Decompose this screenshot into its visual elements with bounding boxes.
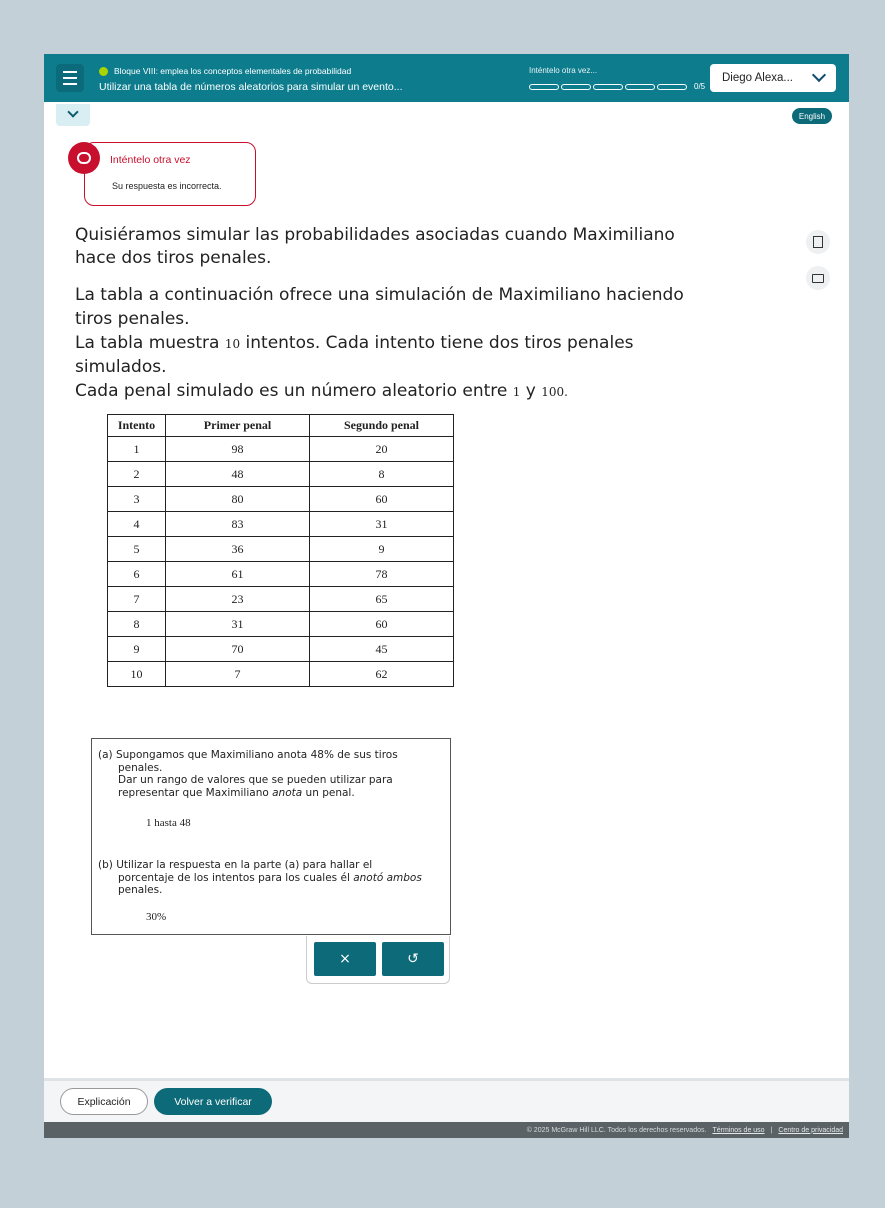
calculator-icon[interactable] (806, 230, 830, 254)
column-header: Segundo penal (310, 415, 454, 437)
copyright-text: © 2025 McGraw Hill LLC. Todos los derechos reservados. (526, 1126, 707, 1134)
problem-text-line (75, 332, 775, 356)
table-cell: 7 (108, 587, 166, 612)
table-cell: 6 (108, 562, 166, 587)
table-cell: 8 (310, 462, 454, 487)
privacy-link[interactable]: Centro de privacidad (778, 1126, 843, 1134)
problem-text-line (75, 380, 775, 404)
collapse-header-button[interactable] (56, 104, 90, 126)
progress-segment (561, 84, 591, 90)
problem-text-line: tiros penales. (75, 309, 190, 329)
table-row (108, 587, 454, 612)
table-cell: 8 (108, 612, 166, 637)
table-cell: 9 (310, 537, 454, 562)
feedback-title: Inténtelo otra vez (110, 154, 191, 166)
table-cell: 31 (166, 612, 310, 637)
table-row (108, 662, 454, 687)
text-fragment: Dar un rango de valores que se pueden utilizar para (118, 774, 393, 786)
text-fragment: La tabla muestra (75, 333, 225, 353)
table-cell: 65 (310, 587, 454, 612)
table-cell: 9 (108, 637, 166, 662)
text-fragment: Supongamos que Maximiliano anota 48% de sus tiros (115, 749, 398, 761)
math-number: 1 (512, 385, 521, 399)
terms-link[interactable]: Términos de uso (712, 1126, 765, 1134)
table-cell: 4 (108, 512, 166, 537)
topic-label (99, 66, 351, 76)
progress-segment (593, 84, 623, 90)
table-row (108, 562, 454, 587)
progress-segment (529, 84, 559, 90)
table-body (108, 437, 454, 687)
emphasis-text: anotó ambos (353, 871, 422, 884)
question-label: (b) (98, 859, 113, 871)
answer-b[interactable]: 30% (146, 911, 167, 923)
table-row (108, 437, 454, 462)
table-cell: 23 (166, 587, 310, 612)
text-fragment: un penal. (302, 786, 355, 799)
text-fragment: intentos. Cada intento tiene dos tiros penales (240, 333, 634, 353)
recheck-button[interactable]: Volver a verificar (154, 1088, 272, 1115)
problem-text-line: La tabla a continuación ofrece una simulación de Maximiliano haciendo (75, 285, 684, 305)
table-cell: 45 (310, 637, 454, 662)
undo-button[interactable]: ↺ (382, 942, 444, 976)
table-cell: 60 (310, 487, 454, 512)
answer-a[interactable]: 1 hasta 48 (146, 817, 191, 829)
language-button[interactable]: English (792, 108, 832, 124)
question-label: (a) (98, 749, 113, 761)
table-cell: 61 (166, 562, 310, 587)
table-cell: 98 (166, 437, 310, 462)
user-name: Diego Alexa... (722, 72, 793, 84)
clear-button[interactable]: × (314, 942, 376, 976)
problem-text-line: simulados. (75, 357, 167, 377)
table-row (108, 637, 454, 662)
question-a (98, 749, 443, 799)
progress-count: 0/5 (694, 82, 706, 91)
table-row (108, 462, 454, 487)
topic-status-dot-icon (99, 67, 108, 76)
feedback-message: Su respuesta es incorrecta. (112, 181, 222, 191)
table-row (108, 537, 454, 562)
answer-action-group (306, 936, 450, 984)
attempt-label: Inténtelo otra vez... (529, 66, 598, 75)
text-fragment: representar que Maximiliano (118, 786, 273, 799)
math-number: 10 (224, 337, 241, 351)
question-b (98, 859, 443, 897)
table-cell: 5 (108, 537, 166, 562)
copyright-bar (44, 1122, 849, 1138)
table-cell: 70 (166, 637, 310, 662)
top-bar (44, 54, 849, 102)
footer-bar (44, 1081, 849, 1122)
text-fragment: y (520, 381, 542, 401)
message-icon[interactable] (806, 266, 830, 290)
question-a-text (98, 749, 443, 799)
text-fragment: Utilizar la respuesta en la parte (a) para hallar el (116, 859, 373, 871)
text-fragment: porcentaje de los intentos para los cuales él (118, 871, 354, 884)
question-box (91, 738, 451, 935)
column-header: Primer penal (166, 415, 310, 437)
column-header: Intento (108, 415, 166, 437)
user-menu-button[interactable] (710, 64, 836, 92)
link-separator: | (770, 1126, 773, 1134)
table-cell: 20 (310, 437, 454, 462)
table-cell: 31 (310, 512, 454, 537)
progress-segment (657, 84, 687, 90)
chevron-down-icon (812, 68, 826, 82)
table-row (108, 512, 454, 537)
table-header-row (108, 415, 454, 437)
table-cell: 10 (108, 662, 166, 687)
explanation-button[interactable]: Explicación (60, 1088, 148, 1115)
page-title: Utilizar una tabla de números aleatorios para simular un evento... (99, 81, 403, 93)
hamburger-menu-icon[interactable] (56, 64, 84, 92)
topic-text: Bloque VIII: emplea los conceptos elementales de probabilidad (114, 66, 352, 76)
chevron-down-icon (67, 106, 78, 117)
table-cell: 83 (166, 512, 310, 537)
simulation-table (107, 414, 454, 687)
table-cell: 3 (108, 487, 166, 512)
table-cell: 60 (310, 612, 454, 637)
table-cell: 2 (108, 462, 166, 487)
table-cell: 36 (166, 537, 310, 562)
text-fragment: penales. (118, 884, 163, 896)
table-row (108, 487, 454, 512)
feedback-box (84, 142, 256, 206)
app-window (44, 54, 849, 1138)
math-number: 100. (541, 385, 568, 399)
text-fragment: Cada penal simulado es un número aleatorio entre (75, 381, 513, 401)
text-fragment: penales. (118, 761, 163, 774)
table-cell: 78 (310, 562, 454, 587)
table-cell: 1 (108, 437, 166, 462)
progress-segment (625, 84, 655, 90)
feedback-chat-icon (68, 142, 100, 174)
table-cell: 48 (166, 462, 310, 487)
table-cell: 7 (166, 662, 310, 687)
emphasis-text: anota (272, 786, 303, 799)
table-row (108, 612, 454, 637)
problem-text-line: Quisiéramos simular las probabilidades asociadas cuando Maximiliano (75, 225, 675, 245)
table-cell: 80 (166, 487, 310, 512)
question-b-text (98, 859, 443, 897)
progress-bar (529, 82, 705, 91)
table-cell: 62 (310, 662, 454, 687)
problem-text-line: hace dos tiros penales. (75, 248, 272, 268)
